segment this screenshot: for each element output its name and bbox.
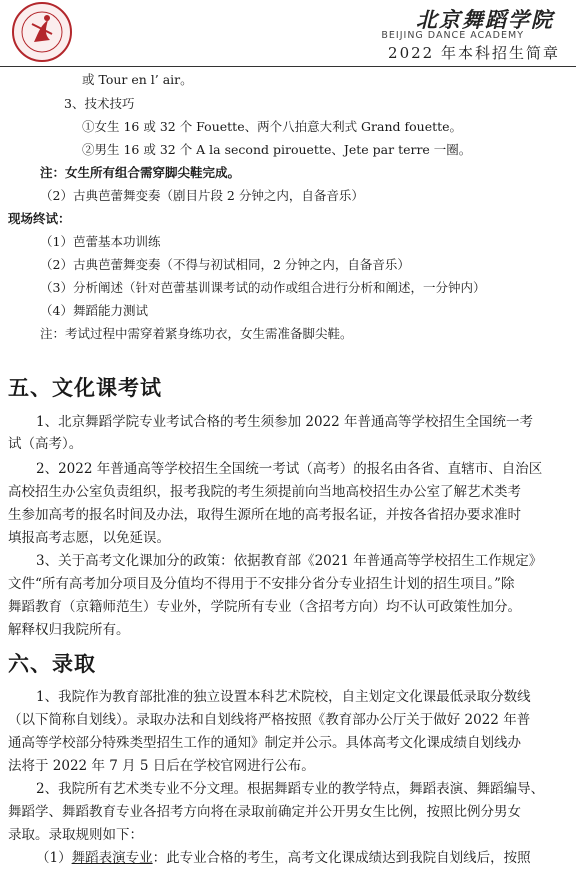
- female-requirement: ①女生 16 或 32 个 Fouette、两个八拍意大利式 Grand fouette。: [82, 119, 463, 134]
- academy-logo: [12, 2, 72, 62]
- final-exam-heading: 现场终试：: [8, 211, 71, 226]
- header-divider: [0, 66, 576, 67]
- section-5-title: 五、文化课考试: [8, 376, 162, 400]
- sec5-line: 2、2022 年普通高等学校招生全国统一考试（高考）的报名由各省、直辖市、自治区: [36, 461, 543, 477]
- section-6-title: 六、录取: [8, 652, 96, 676]
- dancer-emblem-icon: [14, 4, 70, 60]
- sec6-line: 法将于 2022 年 7 月 5 日后在学校官网进行公布。: [8, 758, 315, 774]
- rule-1-number: （1）: [36, 850, 72, 866]
- sec5-line: 高校招生办公室负责组织，报考我院的考生须提前向当地高校招生办公室了解艺术类考: [8, 484, 521, 500]
- sec5-line: 3、关于高考文化课加分的政策：依据教育部《2021 年普通高等学校招生工作规定》: [36, 553, 543, 569]
- sec6-line: 2、我院所有艺术类专业不分文理。根据舞蹈专业的教学特点，舞蹈表演、舞蹈编导、: [36, 781, 545, 797]
- rule-1-major: 舞蹈表演专业: [71, 850, 153, 866]
- technique-heading: 3、技术技巧: [64, 96, 135, 111]
- tour-line: 或 Tour en l’ air。: [82, 72, 193, 87]
- sec5-line: 试（高考）。: [8, 436, 83, 452]
- sec6-line: 舞蹈学、舞蹈教育专业各招考方向将在录取前确定并公开男女生比例，按照比例分男女: [8, 804, 521, 820]
- sec5-line: 1、北京舞蹈学院专业考试合格的考生须参加 2022 年普通高等学校招生全国统一考: [36, 414, 534, 430]
- sec5-line: 填报高考志愿，以免延误。: [8, 530, 170, 546]
- rule-1-text: ：此专业合格的考生，高考文化课成绩达到我院自划线后，按照: [152, 850, 531, 866]
- sec6-line: （以下简称自划线）。录取办法和自划线将严格按照《教育部办公厅关于做好 2022 年普: [8, 712, 531, 728]
- sec6-line: 录取。录取规则如下：: [8, 827, 143, 843]
- sec5-line: 文件“所有高考加分项目及分值均不得用于不安排分省分专业招生计划的招生项目。”除: [8, 576, 515, 592]
- final-item-4: （4）舞蹈能力测试: [40, 303, 148, 318]
- sec5-line: 舞蹈教育（京籍师范生）专业外，学院所有专业（含招考方向）均不认可政策性加分。: [8, 599, 521, 615]
- sec6-line: 通高等学校部分特殊类型招生工作的通知》制定并公示。具体高考文化课成绩自划线办: [8, 735, 521, 751]
- sec5-line: 生参加高考的报名时间及办法，取得生源所在地的高考报名证，并按各省招办要求准时: [8, 507, 521, 523]
- final-item-2: （2）古典芭蕾舞变奏（不得与初试相同，2 分钟之内，自备音乐）: [40, 257, 410, 272]
- pointe-shoes-note: 注：女生所有组合需穿脚尖鞋完成。: [40, 165, 241, 180]
- final-note: 注：考试过程中需穿着紧身练功衣，女生需准备脚尖鞋。: [40, 326, 353, 341]
- final-item-3: （3）分析阐述（针对芭蕾基训课考试的动作或组合进行分析和阐述，一分钟内）: [40, 280, 486, 295]
- sec5-line: 解释权归我院所有。: [8, 622, 130, 638]
- variation-item: （2）古典芭蕾舞变奏（剧目片段 2 分钟之内，自备音乐）: [40, 188, 364, 203]
- final-item-1: （1）芭蕾基本功训练: [40, 234, 161, 249]
- page-header: [0, 0, 576, 66]
- school-name-en: BEIJING DANCE ACADEMY: [381, 30, 524, 41]
- male-requirement: ②男生 16 或 32 个 A la second pirouette、Jete par terre 一圈。: [82, 142, 472, 157]
- sec6-line: 1、我院作为教育部批准的独立设置本科艺术院校，自主划定文化课最低录取分数线: [36, 689, 531, 705]
- school-name-cn: 北京舞蹈学院: [416, 7, 554, 32]
- document-title: 2022 年本科招生简章: [388, 44, 560, 62]
